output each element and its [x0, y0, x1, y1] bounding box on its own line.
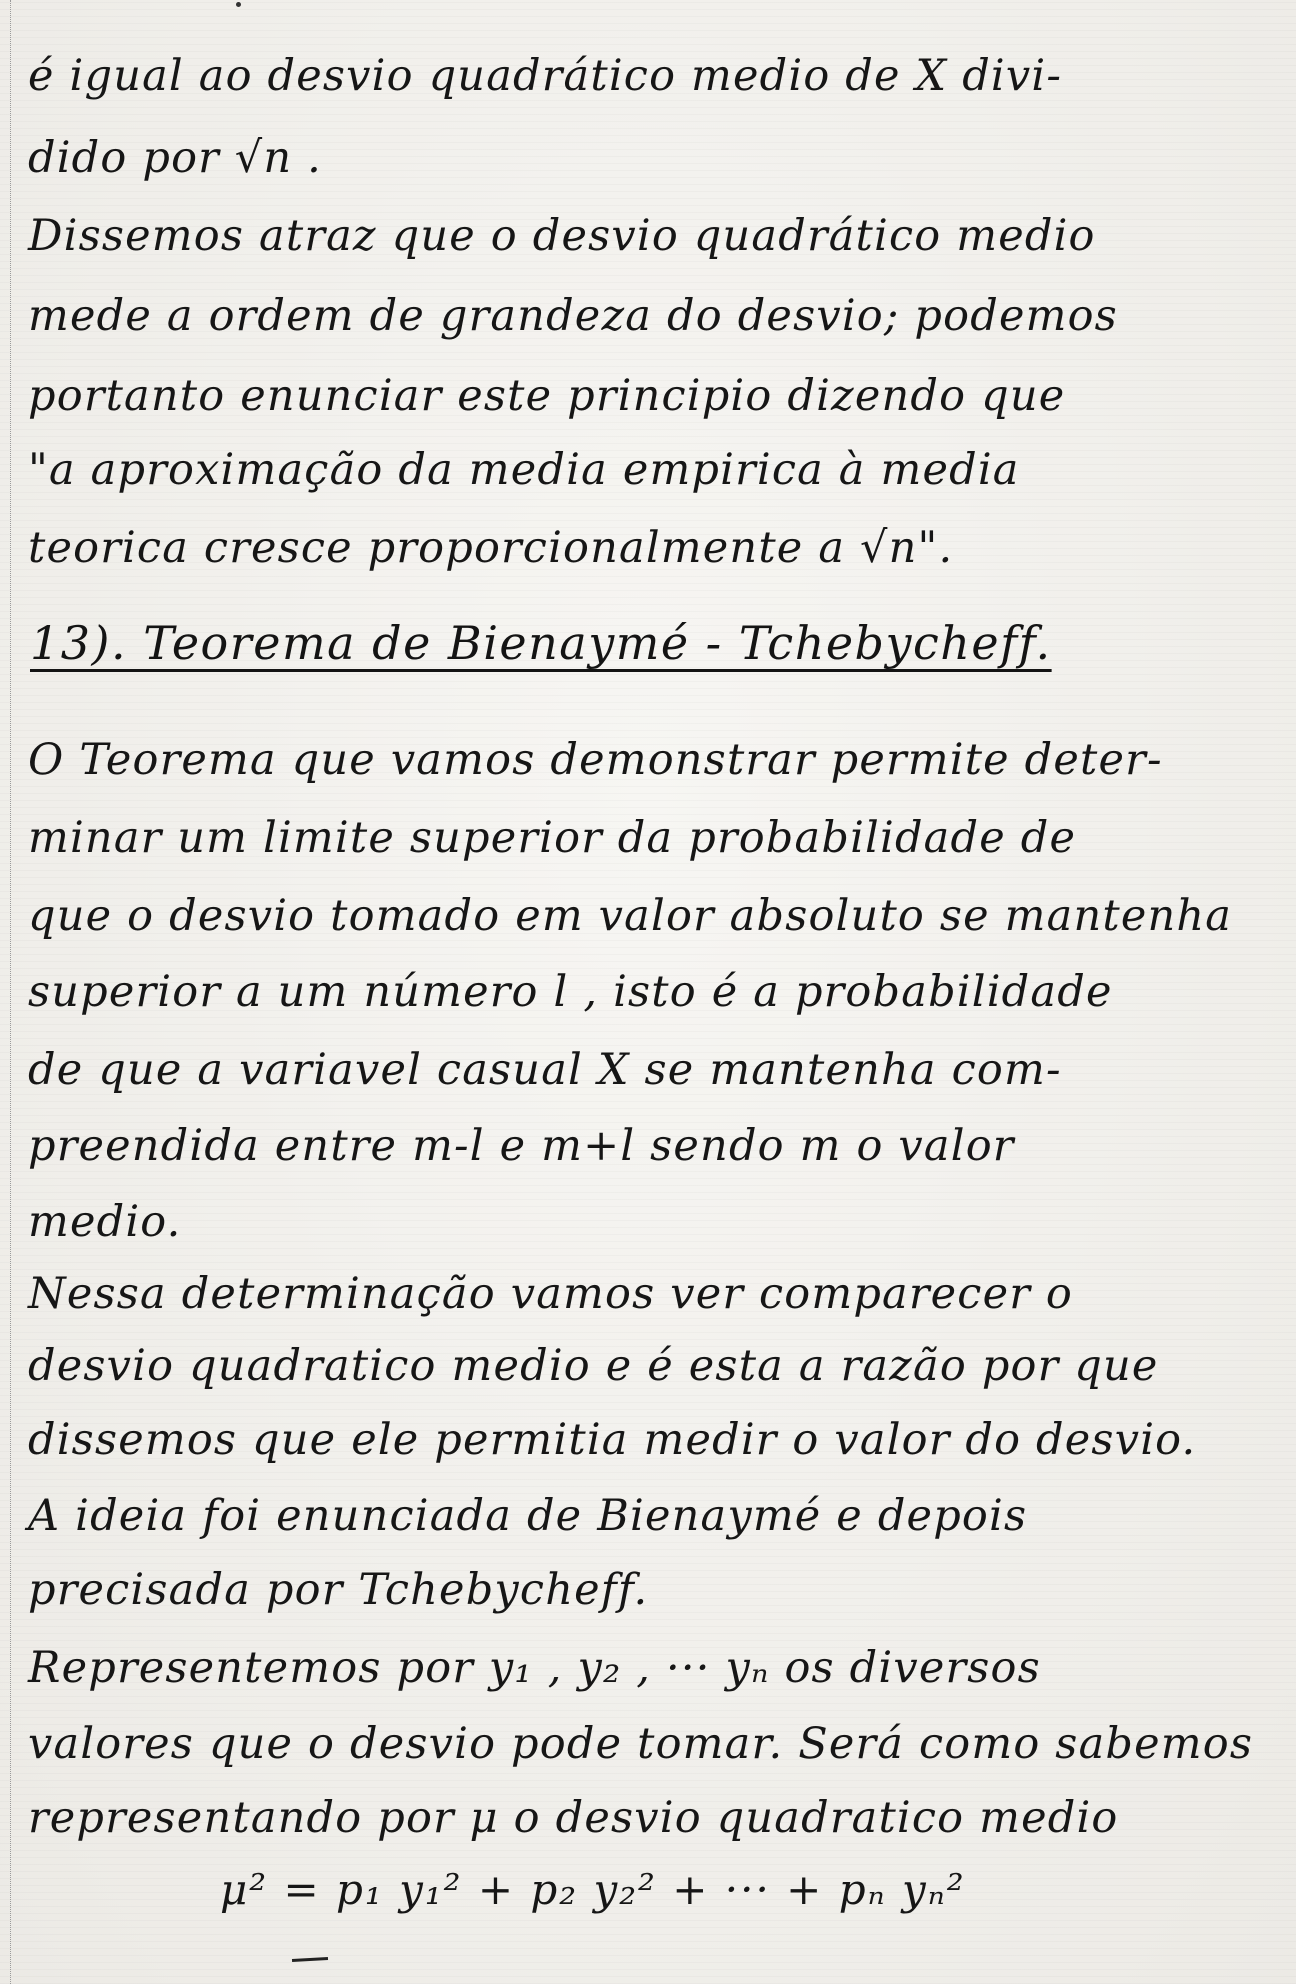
text-line: Dissemos atraz que o desvio quadrático medio [28, 211, 1096, 261]
text-line: A ideia foi enunciada de Bienaymé e depois [28, 1491, 1028, 1541]
text-line: precisada por Tchebycheff. [28, 1565, 649, 1615]
text-line: valores que o desvio pode tomar. Será como sabemos [28, 1719, 1254, 1769]
text-line: preendida entre m-l e m+l sendo m o valor [28, 1121, 1015, 1171]
page-left-edge [0, 0, 11, 1984]
text-line: Nessa determinação vamos ver comparecer o [28, 1269, 1073, 1319]
section-heading: 13). Teorema de Bienaymé - Tchebycheff. [30, 616, 1052, 670]
text-line: dido por √n . [28, 133, 323, 183]
ink-stroke [292, 1957, 328, 1962]
text-line: "a aproximação da media empirica à media [28, 445, 1020, 495]
text-line: desvio quadratico medio e é esta a razão por que [28, 1341, 1159, 1391]
text-line: mede a ordem de grandeza do desvio; podemos [28, 291, 1118, 341]
text-line: que o desvio tomado em valor absoluto se mantenha [28, 891, 1233, 941]
text-line: O Teorema que vamos demonstrar permite deter- [28, 735, 1163, 785]
text-line: Representemos por y₁ , y₂ , ··· yₙ os diversos [28, 1643, 1041, 1693]
text-line: minar um limite superior da probabilidade de [28, 813, 1077, 863]
text-line: de que a variavel casual X se mantenha com- [28, 1045, 1062, 1095]
text-line: teorica cresce proporcionalmente a √n". [28, 523, 954, 573]
text-line: medio. [28, 1197, 182, 1247]
variance-formula: μ² = p₁ y₁² + p₂ y₂² + ··· + pₙ yₙ² [220, 1865, 966, 1914]
text-line: é igual ao desvio quadrático medio de X divi- [28, 51, 1063, 101]
text-line: superior a um número l , isto é a probabilidade [28, 967, 1113, 1017]
text-line: portanto enunciar este principio dizendo que [28, 371, 1066, 421]
text-line: dissemos que ele permitia medir o valor do desvio. [28, 1415, 1197, 1465]
text-line: representando por μ o desvio quadratico medio [28, 1793, 1119, 1843]
ink-speck [236, 2, 241, 7]
